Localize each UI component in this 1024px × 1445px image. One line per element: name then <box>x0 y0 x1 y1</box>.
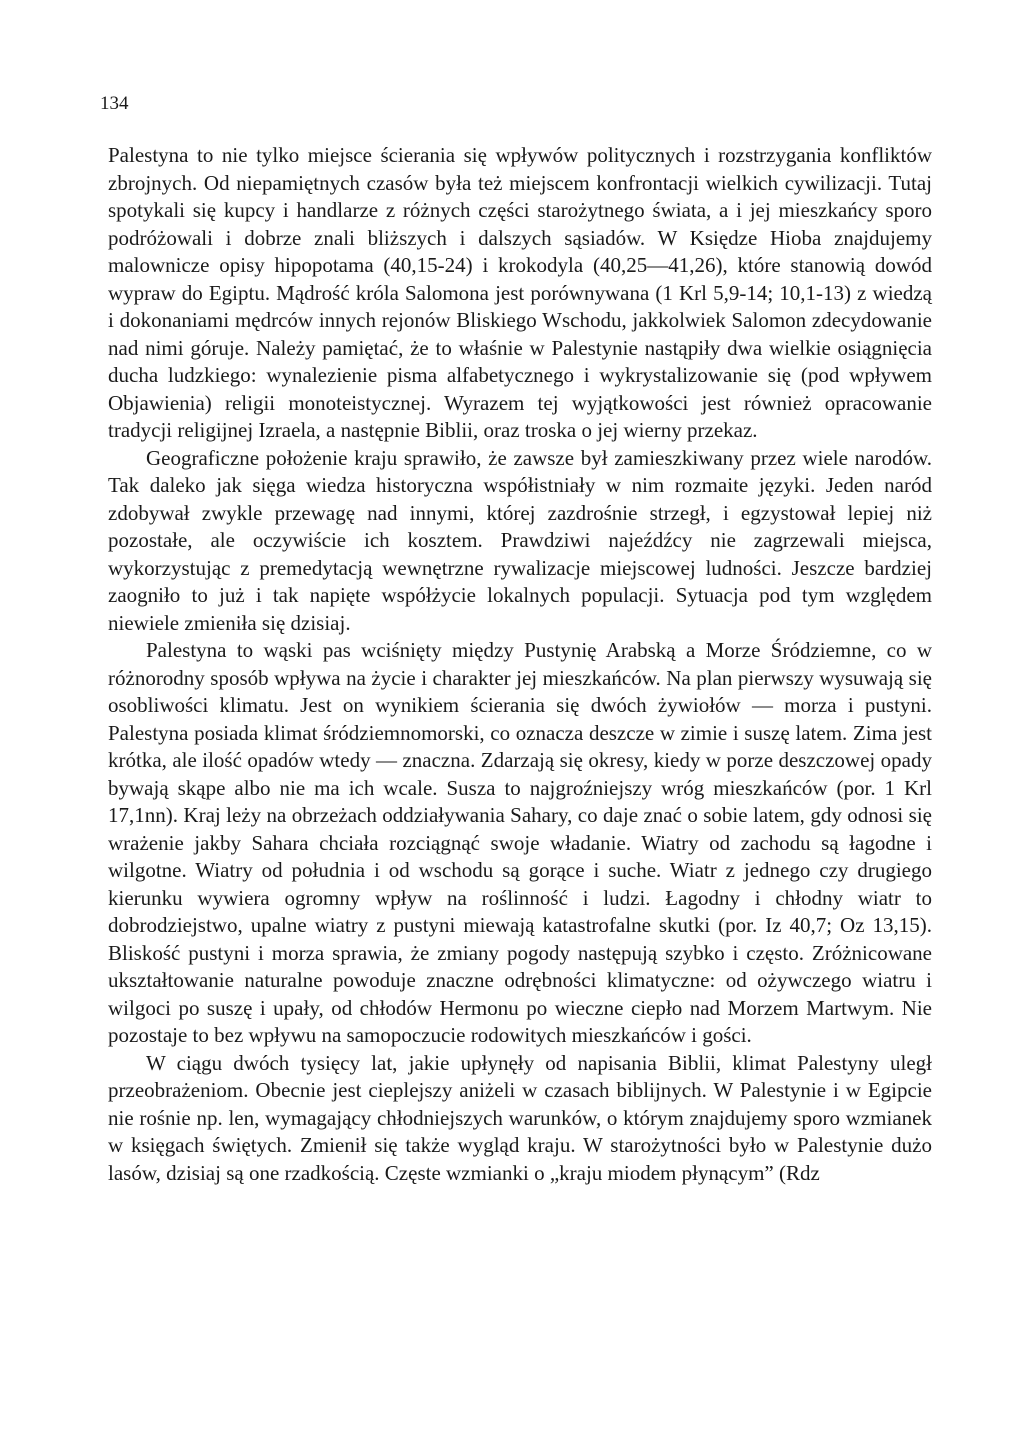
paragraph-2: Geograficzne położenie kraju sprawiło, że zawsze był zamieszkiwany przez wiele narodów. Tak daleko jak sięga wiedza historyczna współistniały w nim rozmaite języki. Jeden naród zdobywał zwykle przewagę nad innymi, której zazdrośnie strzegł, i egzystował lepiej niż pozostałe, ale oczywiście ich kosztem. Prawdziwi najeźdźcy nie zagrzewali miejsca, wykorzystując z premedytacją wewnętrzne rywalizacje miejscowej ludności. Jeszcze bardziej zaogniło to już i tak napięte współżycie lokalnych populacji. Sytuacja pod tym względem niewiele zmieniła się dzisiaj. <box>108 445 932 635</box>
paragraph-4: W ciągu dwóch tysięcy lat, jakie upłynęły od napisania Biblii, klimat Palestyny uległ przeobrażeniom. Obecnie jest cieplejszy aniżeli w czasach biblijnych. W Palestynie i w Egipcie nie rośnie np. len, wymagający chłodniejszych warunków, o którym znajdujemy sporo wzmianek w księgach świętych. Zmienił się także wygląd kraju. W starożytności było w Palestynie dużo lasów, dzisiaj są one rzadkością. Częste wzmianki o „kraju miodem płynącym” (Rdz <box>108 1050 932 1185</box>
page-number: 134 <box>100 93 129 114</box>
paragraph-3: Palestyna to wąski pas wciśnięty między Pustynię Arabską a Morze Śródziemne, co w różnorodny sposób wpływa na życie i charakter jej mieszkańców. Na plan pierwszy wysuwają się osobliwości klimatu. Jest on wynikiem ścierania się dwóch żywiołów — morza i pustyni. Palestyna posiada klimat śródziemnomorski, co oznacza deszcze w zimie i suszę latem. Zima jest krótka, ale ilość opadów wtedy — znaczna. Zdarzają się okresy, kiedy w porze deszczowej opady bywają skąpe albo nie ma ich wcale. Susza to najgroźniejszy wróg mieszkańców (por. 1 Krl 17,1nn). Kraj leży na obrzeżach oddziaływania Sahary, co daje znać o sobie latem, gdy odnosi się wrażenie jakby Sahara chciała rozciągnąć swoje władanie. Wiatry od zachodu są łagodne i wilgotne. Wiatry od południa i od wschodu są gorące i suche. Wiatr z jednego czy drugiego kierunku wywiera ogromny wpływ na roślinność i ludzi. Łagodny i chłodny wiatr to dobrodziejstwo, upalne wiatry z pustyni miewają katastrofalne skutki (por. Iz 40,7; Oz 13,15). Bliskość pustyni i morza sprawia, że zmiany pogody następują szybko i często. Zróżnicowane ukształtowanie naturalne powoduje znaczne odrębności klimatyczne: od ożywczego wiatru i wilgoci po suszę i upały, od chłodów Hermonu po wieczne ciepło nad Morzem Martwym. Nie pozostaje to bez wpływu na samopoczucie rodowitych mieszkańców i gości. <box>108 638 932 1047</box>
paragraph-1: Palestyna to nie tylko miejsce ścierania się wpływów politycznych i rozstrzygania konfliktów zbrojnych. Od niepamiętnych czasów była też miejscem konfrontacji wielkich cywilizacji. Tutaj spotykali się kupcy i handlarze z różnych części starożytnego świata, a i jej mieszkańcy sporo podróżowali i dobrze znali bliższych i dalszych sąsiadów. W Księdze Hioba znajdujemy malownicze opisy hipopotama (40,15-24) i krokodyla (40,25—41,26), które stanowią dowód wypraw do Egiptu. Mądrość króla Salomona jest porównywana (1 Krl 5,9-14; 10,1-13) z wiedzą i dokonaniami mędrców innych rejonów Bliskiego Wschodu, jakkolwiek Salomon zdecydowanie nad nimi góruje. Należy pamiętać, że to właśnie w Palestynie nastąpiły dwa wielkie osiągnięcia ducha ludzkiego: wynalezienie pisma alfabetycznego i wykrystalizowanie się (pod wpływem Objawienia) religii monoteistycznej. Wyrazem tej wyjątkowości jest również opracowanie tradycji religijnej Izraela, a następnie Biblii, oraz troska o jej wierny przekaz. <box>108 143 932 442</box>
body-text <box>108 142 932 1187</box>
